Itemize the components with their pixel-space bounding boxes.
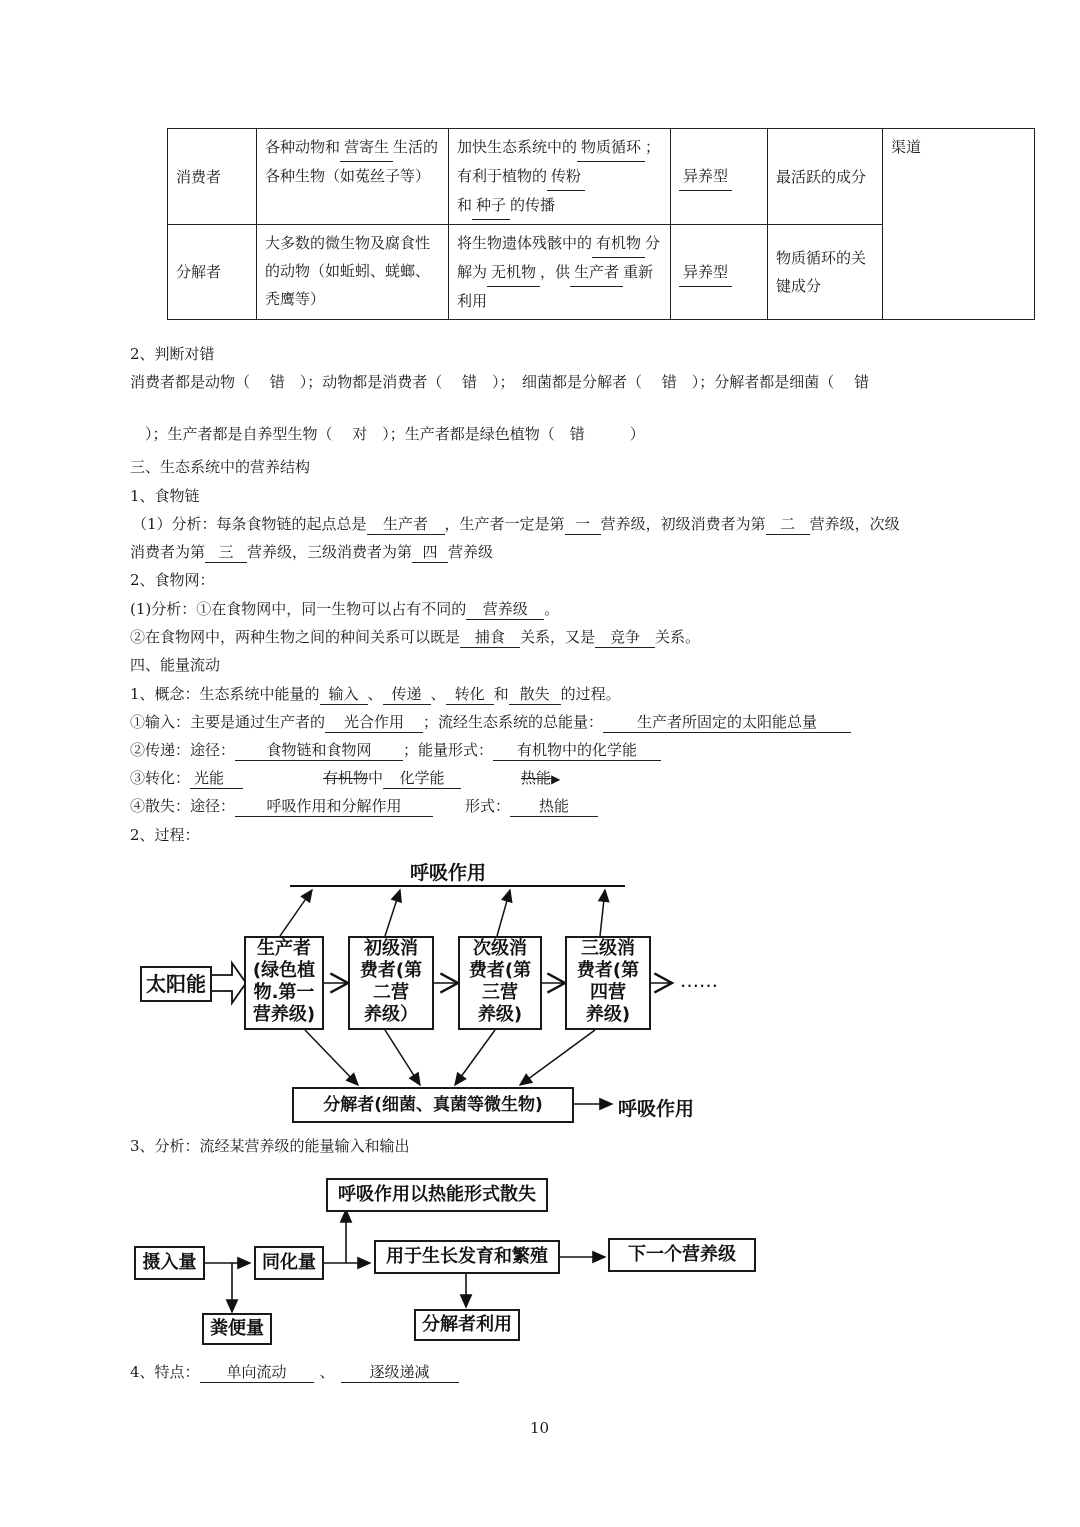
food-web-heading: 2、食物网： (130, 571, 215, 589)
judge-heading: 2、判断对错 (130, 345, 215, 363)
function-cell: 将生物遗体残骸中的 有机物 分解为 无机物 ，供 生产者 重新利用 (449, 225, 671, 320)
organism-cell: 大多数的微生物及腐食性的动物（如蚯蚓、蜣螂、秃鹰等） (257, 225, 449, 320)
food-web-line-2: ②在食物网中，两种生物之间的种间关系可以既是 捕食 关系，又是 竞争 关系。 (130, 628, 701, 646)
role-cell: 分解者 (168, 225, 257, 320)
food-chain-line-2: 消费者为第 三 营养级，三级消费者为第 四 营养级 (130, 543, 494, 561)
secondary-consumer-box: 次级消 费者(第 三营 养级) (458, 936, 542, 1030)
intake-box: 摄入量 (134, 1246, 205, 1280)
producer-box: 生产者 (绿色植 物.第一 营养级) (244, 936, 324, 1030)
convert-line: ③转化： 光能 有机物中 化学能 热能▶ (130, 769, 561, 787)
judge-line-1: 消费者都是动物（ 错 ）；动物都是消费者（ 错 ）； 细菌都是分解者（ 错 ）；分解者都是细菌（ 错 (130, 373, 870, 391)
respiration-heat-box: 呼吸作用以热能形式散失 (326, 1178, 548, 1212)
transfer-line: ②传递：途径： 食物链和食物网 ；能量形式： 有机物中的化学能 (130, 740, 661, 761)
respiration-bottom-label: 呼吸作用 (618, 1098, 695, 1120)
role-cell: 消费者 (168, 129, 257, 225)
loss-line: ④散失：途径： 呼吸作用和分解作用 形式： 热能 (130, 796, 598, 817)
food-web-line-1: (1)分析：①在食物网中，同一生物可以占有不同的 营养级 。 (130, 600, 560, 618)
growth-box: 用于生长发育和繁殖 (374, 1240, 560, 1274)
tertiary-consumer-box: 三级消 费者(第 四营 养级) (565, 936, 651, 1030)
page-number: 10 (530, 1419, 550, 1437)
section-3-heading: 三、生态系统中的营养结构 (130, 458, 311, 476)
solar-energy-box: 太阳能 (140, 966, 212, 1002)
nutrition-type-cell: 异养型 (671, 129, 768, 225)
food-chain-line-1: （1）分析：每条食物链的起点总是 生产者 ，生产者一定是第 一 营养级，初级消费者为第 二 营养级，次级 (132, 515, 900, 533)
function-cell: 加快生态系统中的 物质循环 ；有利于植物的 传粉 和 种子 的传播 (449, 129, 671, 225)
status-cell: 物质循环的关键成分 (768, 225, 883, 320)
next-level-box: 下一个营养级 (608, 1238, 756, 1272)
continuation-dots: …… (680, 970, 718, 992)
nutrition-type-cell: 异养型 (671, 225, 768, 320)
analysis-heading: 3、分析：流经某营养级的能量输入和输出 (130, 1137, 410, 1155)
process-heading: 2、过程： (130, 826, 200, 844)
status-cell: 最活跃的成分 (768, 129, 883, 225)
primary-consumer-box: 初级消 费者(第 二营 养级） (348, 936, 434, 1030)
section-4-heading: 四、能量流动 (130, 656, 221, 674)
judge-line-2: ）；生产者都是自养型生物（ 对 ）；生产者都是绿色植物（ 错 ） (145, 425, 645, 443)
respiration-top-label: 呼吸作用 (410, 862, 487, 884)
decomposer-use-box: 分解者利用 (414, 1309, 520, 1341)
feces-box: 粪便量 (202, 1313, 272, 1345)
extra-cell: 渠道 (883, 129, 1035, 320)
features-line: 4、特点： 单向流动 、 逐级递减 (130, 1362, 459, 1383)
input-line: ①输入：主要是通过生产者的 光合作用 ；流经生态系统的总能量： 生产者所固定的太阳能总量 (130, 712, 851, 733)
concept-line: 1、概念：生态系统中能量的 输入 、 传递 、 转化 和 散失 的过程。 (130, 685, 621, 703)
decomposer-box: 分解者(细菌、真菌等微生物) (292, 1087, 574, 1123)
assimilated-box: 同化量 (254, 1246, 324, 1280)
food-chain-heading: 1、食物链 (130, 487, 200, 505)
organism-cell: 各种动物和 营寄生 生活的各种生物（如菟丝子等） (257, 129, 449, 225)
